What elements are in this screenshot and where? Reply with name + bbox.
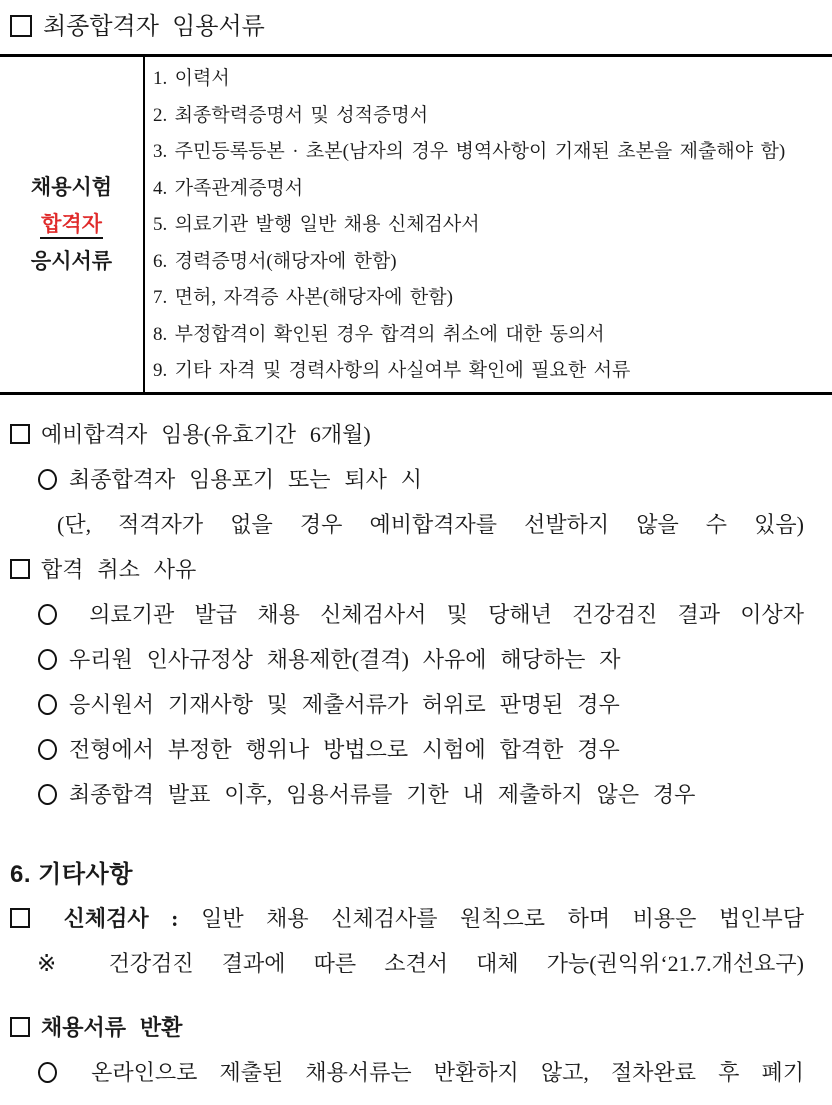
circle-bullet-icon xyxy=(38,1062,57,1083)
reserve-heading: 예비합격자 임용(유효기간 6개월) xyxy=(41,421,371,447)
return-heading-line xyxy=(10,1013,818,1043)
reserve-bullet-text: 최종합격자 임용포기 또는 퇴사 시 xyxy=(69,466,422,492)
cancellation-bullet-line-2 xyxy=(10,645,818,675)
document-item-1: 1. 이력서 xyxy=(153,68,230,89)
left-cell-line-docs: 응시서류 xyxy=(30,249,113,274)
return-bullet-text: 온라인으로 제출된 채용서류는 반환하지 않고, 절차완료 후 폐기 xyxy=(91,1059,804,1085)
cancellation-heading-line xyxy=(10,555,818,585)
cancellation-bullet-text-1: 의료기관 발급 채용 신체검사서 및 당해년 건강검진 결과 이상자 xyxy=(89,601,804,627)
etc-section-heading: 6. 기타사항 xyxy=(10,860,133,888)
cancellation-bullet-line-3 xyxy=(10,690,818,720)
return-heading: 채용서류 반환 xyxy=(41,1014,183,1040)
document-item-6: 6. 경력증명서(해당자에 한함) xyxy=(153,250,397,272)
circle-bullet-icon xyxy=(38,784,57,805)
physical-exam-text: 일반 채용 신체검사를 원칙으로 하며 비용은 법인부담 xyxy=(201,905,804,931)
table-right-cell xyxy=(145,57,832,392)
cancellation-bullet-line-4 xyxy=(10,735,818,765)
circle-bullet-icon xyxy=(38,739,57,760)
document-item-5: 5. 의료기관 발행 일반 채용 신체검사서 xyxy=(153,214,480,235)
doc-title-line xyxy=(10,10,818,44)
requirements-table xyxy=(0,54,832,395)
left-cell-line-pass xyxy=(40,210,103,238)
cancellation-bullet-line-5 xyxy=(10,780,818,810)
circle-bullet-icon xyxy=(38,649,57,670)
cancellation-bullet-text-3: 응시원서 기재사항 및 제출서류가 허위로 판명된 경우 xyxy=(69,691,620,717)
cancellation-bullet-text-2: 우리원 인사규정상 채용제한(결격) 사유에 해당하는 자 xyxy=(69,646,621,672)
document-item-2: 2. 최종학력증명서 및 성적증명서 xyxy=(153,104,429,126)
document-item-9: 9. 기타 자격 및 경력사항의 사실여부 확인에 필요한 서류 xyxy=(153,360,631,381)
health-note-text: 건강검진 결과에 따른 소견서 대체 가능(권익위‘21.7.개선요구) xyxy=(108,950,804,976)
reserve-heading-line xyxy=(10,420,818,450)
health-note-line xyxy=(10,949,818,979)
document-item-8: 8. 부정합격이 확인된 경우 합격의 취소에 대한 동의서 xyxy=(153,323,605,345)
reserve-note-line xyxy=(10,510,818,540)
checkbox-icon xyxy=(10,559,30,579)
checkbox-icon xyxy=(10,1017,30,1037)
cancellation-heading: 합격 취소 사유 xyxy=(41,556,197,582)
reference-mark-icon: ※ xyxy=(37,950,71,976)
cancellation-bullet-text-5: 최종합격 발표 이후, 임용서류를 기한 내 제출하지 않은 경우 xyxy=(69,781,696,807)
checkbox-icon xyxy=(10,15,32,37)
pass-red-underlined-text: 합격자 xyxy=(40,212,103,239)
circle-bullet-icon xyxy=(38,469,57,490)
checkbox-icon xyxy=(10,424,30,444)
page-title: 최종합격자 임용서류 xyxy=(43,14,265,40)
return-bullet-line xyxy=(10,1058,818,1088)
document-item-3: 3. 주민등록등본 · 초본(남자의 경우 병역사항이 기재된 초본을 제출해야 함) xyxy=(153,141,786,162)
circle-bullet-icon xyxy=(38,604,57,625)
physical-exam-label: 신체검사 : xyxy=(63,905,179,931)
document-item-7: 7. 면허, 자격증 사본(해당자에 한함) xyxy=(153,287,453,308)
reserve-note-text: (단, 적격자가 없을 경우 예비합격자를 선발하지 않을 수 있음) xyxy=(57,511,804,537)
checkbox-icon xyxy=(10,908,30,928)
physical-exam-line xyxy=(10,904,818,934)
cancellation-bullet-text-4: 전형에서 부정한 행위나 방법으로 시험에 합격한 경우 xyxy=(69,736,620,762)
table-left-cell xyxy=(0,57,145,392)
reserve-bullet-line xyxy=(10,465,818,495)
left-cell-line-exam: 채용시험 xyxy=(30,175,113,200)
cancellation-bullet-line-1 xyxy=(10,600,818,630)
circle-bullet-icon xyxy=(38,694,57,715)
document-item-4: 4. 가족관계증명서 xyxy=(153,177,304,199)
